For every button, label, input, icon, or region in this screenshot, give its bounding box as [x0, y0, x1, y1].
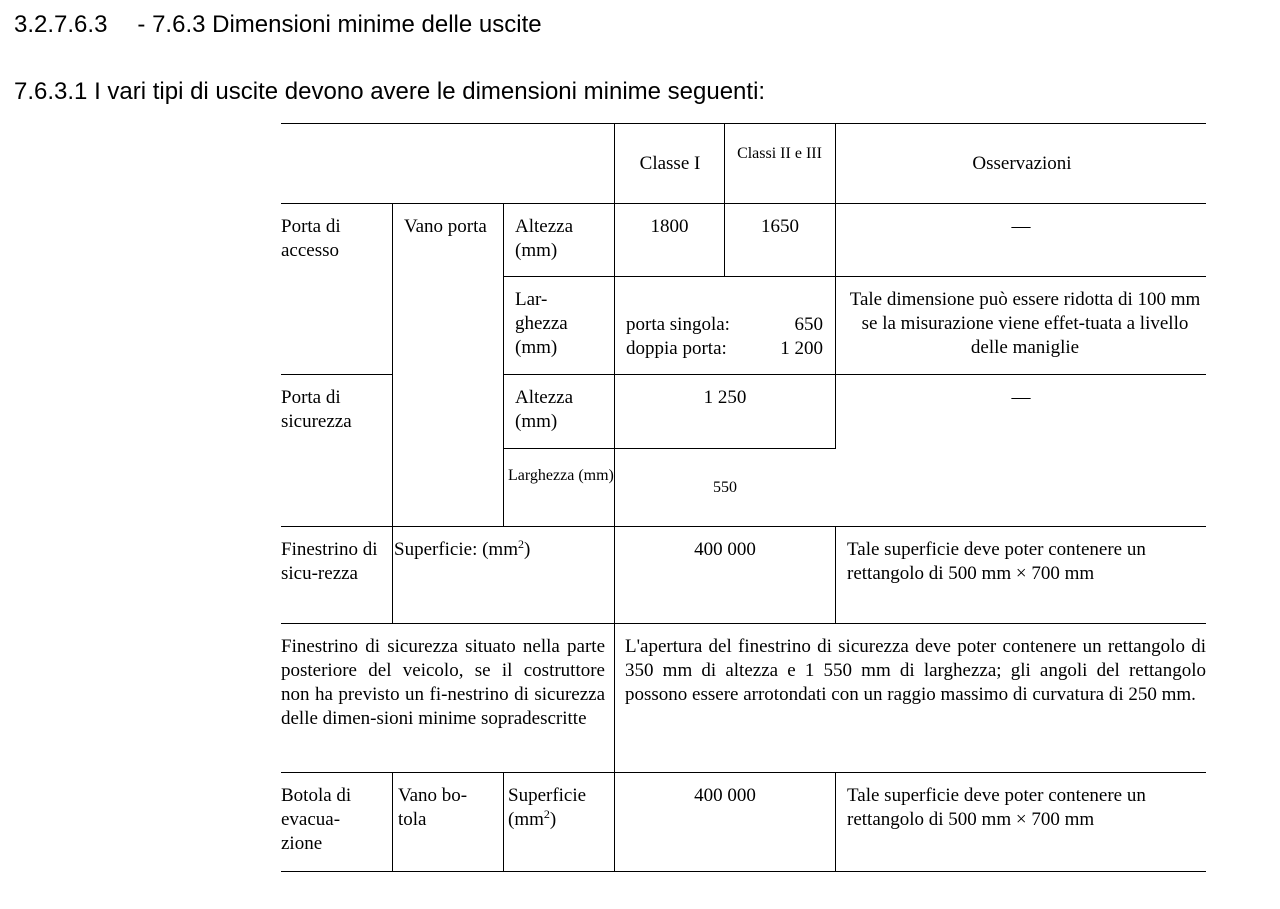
- header-classi-2-3: Classi II e III: [737, 145, 822, 162]
- porta-accesso-label: Porta di accesso: [281, 216, 341, 261]
- rule: [835, 526, 836, 623]
- rule: [392, 772, 393, 871]
- vano-porta-label: Vano porta: [404, 216, 487, 237]
- finestrino-note: Tale superficie deve poter contenere un rettangolo di 500 mm × 700 mm: [847, 539, 1146, 584]
- accesso-altezza-note: —: [1011, 216, 1031, 237]
- rule: [281, 623, 1206, 624]
- finestrino-label: Finestrino di sicu-rezza: [281, 539, 378, 584]
- header-classe-1: Classe I: [639, 153, 701, 174]
- sicurezza-larghezza-value: 550: [713, 479, 737, 496]
- doppia-porta-label: doppia porta:: [626, 338, 727, 359]
- rule: [503, 276, 1206, 277]
- larghezza-values: [626, 313, 823, 361]
- accesso-altezza-classi-2-3: 1650: [761, 216, 799, 237]
- rule: [503, 448, 836, 449]
- rule: [281, 203, 1206, 204]
- finestrino-posteriore-label: Finestrino di sicurezza situato nella parte posteriore del veicolo, se il costruttore non ha previsto un fi-nestrino di sicurezza delle dimen-sioni minime sopradescritte: [281, 636, 605, 729]
- sicurezza-altezza-label: Altezza (mm): [515, 387, 574, 432]
- sicurezza-larghezza-label: Larghezza (mm): [508, 467, 614, 484]
- botola-superficie-label: Superficie $(mm^2)$: [508, 785, 587, 830]
- accesso-larghezza-note: Tale dimensione può essere ridotta di 100 mm se la misurazione viene effet-tuata a livello delle maniglie: [849, 289, 1201, 358]
- porta-sicurezza-label: Porta di sicurezza: [281, 387, 352, 432]
- intro-paragraph: 7.6.3.1 I vari tipi di uscite devono avere le dimensioni minime seguenti:: [14, 78, 766, 105]
- accesso-altezza-classe-1: 1800: [650, 216, 689, 237]
- section-heading: [14, 10, 542, 40]
- rule: [281, 772, 1206, 773]
- accesso-larghezza-label: Lar-ghezza (mm): [515, 289, 568, 358]
- rule: [724, 123, 725, 276]
- vano-botola-label: Vano bo-tola: [398, 785, 468, 830]
- superscript-2: 2: [518, 537, 524, 551]
- sicurezza-note: —: [1011, 387, 1031, 408]
- doppia-porta-value: 1 200: [780, 338, 823, 359]
- rule: [835, 772, 836, 871]
- porta-singola-value: 650: [794, 314, 823, 335]
- rule: [503, 374, 1206, 375]
- botola-label: Botola di evacua-zione: [281, 785, 352, 854]
- finestrino-superficie-label: Superficie: $(mm^2)$: [394, 537, 531, 560]
- rule: [503, 772, 504, 871]
- section-number: 3.2.7.6.3: [14, 11, 108, 38]
- rule: [281, 374, 392, 375]
- accesso-altezza-label: Altezza (mm): [515, 216, 574, 261]
- header-osservazioni: Osservazioni: [972, 153, 1072, 174]
- rule: [281, 123, 1206, 124]
- rule: [392, 526, 393, 623]
- sicurezza-altezza-value: 1 250: [703, 387, 747, 408]
- finestrino-posteriore-note: L'apertura del finestrino di sicurezza deve poter contenere un rettangolo di 350 mm di altezza e 1 550 mm di larghezza; gli angoli del rettangolo possono essere arrotondati con un raggio massimo di curvatura di 250 mm.: [625, 636, 1206, 705]
- doppia-porta-row: [626, 337, 823, 361]
- porta-singola-label: porta singola:: [626, 314, 730, 335]
- finestrino-superficie-value: 400 000: [694, 539, 756, 560]
- section-title: - 7.6.3 Dimensioni minime delle uscite: [137, 11, 542, 38]
- rule: [503, 203, 504, 526]
- botola-superficie-value: 400 000: [694, 785, 756, 806]
- rule: [281, 526, 1206, 527]
- porta-singola-row: [626, 313, 823, 337]
- superscript-2: 2: [543, 807, 550, 821]
- botola-note: Tale superficie deve poter contenere un rettangolo di 500 mm × 700 mm: [847, 785, 1146, 830]
- rule: [392, 203, 393, 526]
- dimensions-table: [281, 123, 1206, 872]
- rule: [281, 871, 1206, 872]
